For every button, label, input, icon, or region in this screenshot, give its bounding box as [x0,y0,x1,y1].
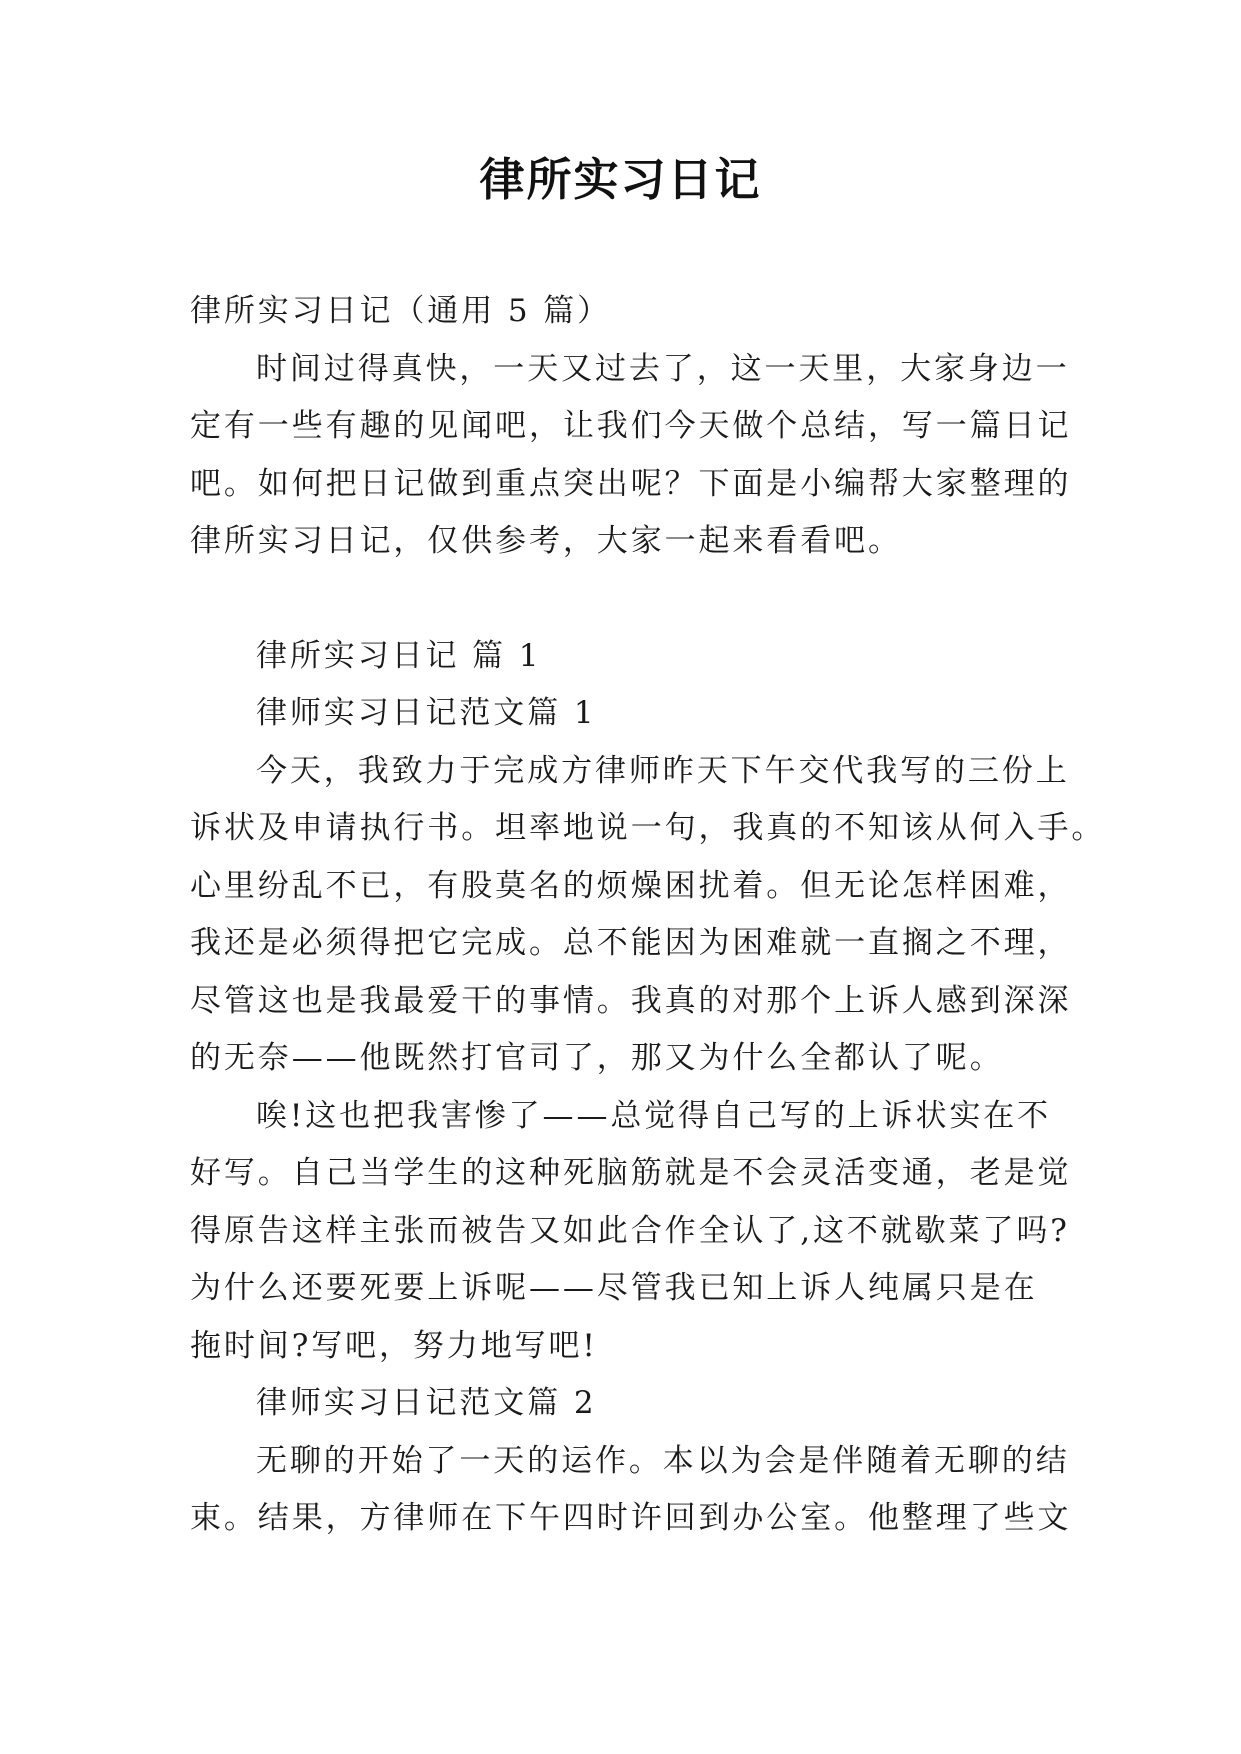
paragraph-line: 唉!这也把我害惨了——总觉得自己写的上诉状实在不 [256,1097,1052,1134]
paragraph-line: 拖时间?写吧，努力地写吧! [190,1327,598,1364]
section-heading: 律所实习日记 篇 1 [256,637,542,674]
section-spacer [190,571,1056,628]
paragraph-line: 诉状及申请执行书。坦率地说一句，我真的不知该从何入手。 [190,810,1106,846]
article2-paragraph-1 [190,1433,1072,1548]
article1-paragraph-2 [190,1088,1072,1376]
intro-paragraph [190,341,1072,571]
paragraph-line: 得原告这样主张而被告又如此合作全认了,这不就歇菜了吗? [190,1212,1070,1249]
paragraph-line: 心里纷乱不已，有股莫名的烦燥困扰着。但无论怎样困难， [190,867,1072,904]
paragraph-line: 的无奈——他既然打官司了，那又为什么全都认了呢。 [190,1040,1004,1076]
article-heading: 律师实习日记范文篇 2 [256,1385,597,1421]
paragraph-line: 束。结果，方律师在下午四时许回到办公室。他整理了些文 [190,1500,1072,1536]
page-title: 律所实习日记 [479,153,762,206]
paragraph-line: 律所实习日记，仅供参考，大家一起来看看吧。 [190,523,902,559]
paragraph-line: 时间过得真快，一天又过去了，这一天里，大家身边一 [256,350,1070,387]
article1-paragraph-1 [190,743,1106,1088]
paragraph-line: 吧。如何把日记做到重点突出呢？下面是小编帮大家整理的 [190,465,1072,502]
paragraph-line: 好写。自己当学生的这种死脑筋就是不会灵活变通，老是觉 [190,1155,1072,1191]
document-subtitle: 律所实习日记（通用 5 篇） [190,293,612,329]
paragraph-line: 尽管这也是我最爱干的事情。我真的对那个上诉人感到深深 [190,982,1072,1019]
paragraph-line: 我还是必须得把它完成。总不能因为困难就一直搁之不理， [190,925,1072,961]
article-heading: 律师实习日记范文篇 1 [256,695,597,731]
paragraph-line: 定有一些有趣的见闻吧，让我们今天做个总结，写一篇日记 [190,408,1072,444]
paragraph-line: 为什么还要死要上诉呢——尽管我已知上诉人纯属只是在 [190,1270,1038,1306]
paragraph-line: 无聊的开始了一天的运作。本以为会是伴随着无聊的结 [256,1442,1070,1479]
paragraph-line: 今天，我致力于完成方律师昨天下午交代我写的三份上 [256,752,1070,789]
document-body [190,283,1106,1548]
